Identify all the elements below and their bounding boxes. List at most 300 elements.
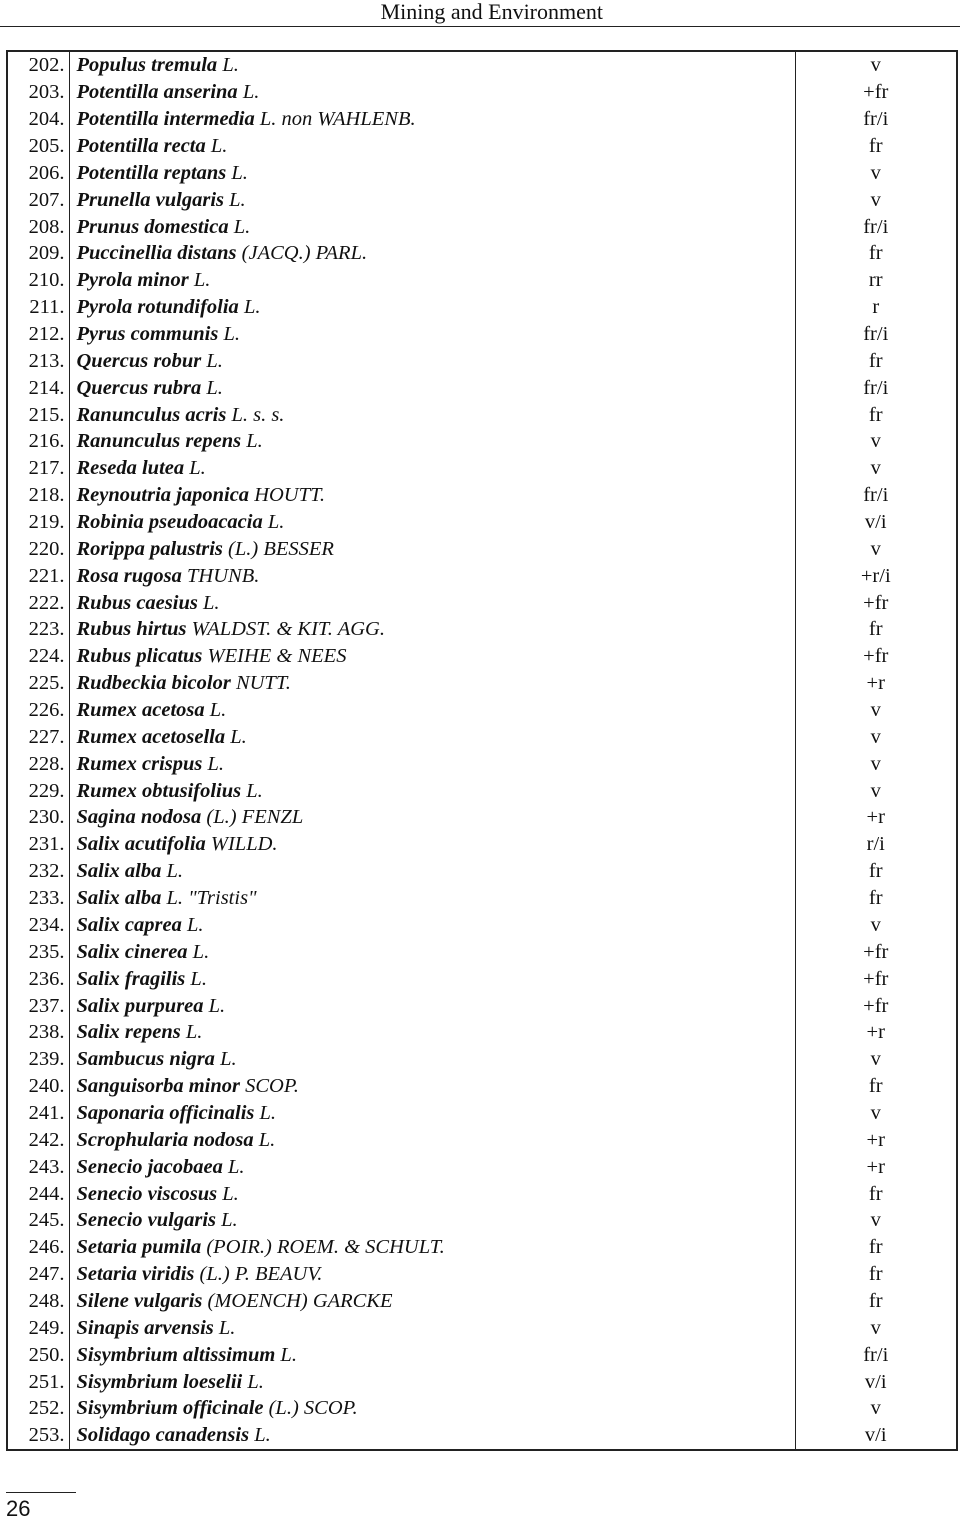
species-name: [69, 509, 795, 536]
species-name: [69, 401, 795, 428]
table-row: [7, 1180, 957, 1207]
status-code: v: [870, 725, 881, 748]
status-code: fr/i: [863, 376, 889, 399]
author-citation: L.: [206, 376, 223, 399]
author-citation: L.: [186, 913, 204, 936]
row-number: 214.: [7, 374, 69, 401]
table-row: [7, 1261, 957, 1288]
scientific-name: Rumex acetosa: [76, 699, 205, 722]
scientific-name: Ranunculus acris: [76, 403, 227, 426]
author-citation: L.: [206, 349, 223, 372]
table-row: [7, 562, 957, 589]
status-code: +r: [866, 1128, 885, 1151]
species-name: [69, 1019, 795, 1046]
row-number: 211.: [7, 294, 69, 321]
status-code: v: [870, 1209, 881, 1232]
status-code: fr: [868, 1182, 883, 1205]
footer-rule: [6, 1492, 76, 1493]
row-number: 208.: [7, 213, 69, 240]
table-row: [7, 133, 957, 160]
author-citation: L.: [233, 215, 251, 238]
species-name: [69, 106, 795, 133]
species-name: [69, 294, 795, 321]
scientific-name: Potentilla intermedia: [76, 108, 255, 131]
author-citation: (L.) P. BEAUV.: [199, 1263, 323, 1286]
species-name: [69, 1073, 795, 1100]
table-row: [7, 723, 957, 750]
author-citation: WEIHE & NEES: [207, 645, 347, 668]
table-row: [7, 1368, 957, 1395]
table-row: [7, 697, 957, 724]
species-name: [69, 1314, 795, 1341]
scientific-name: Sisymbrium officinale: [76, 1397, 264, 1420]
scientific-name: Salix repens: [76, 1021, 181, 1044]
species-name: [69, 347, 795, 374]
status-code: v: [870, 913, 881, 936]
status-code: fr/i: [863, 1343, 889, 1366]
table-row: [7, 1288, 957, 1315]
author-citation: SCOP.: [245, 1075, 299, 1098]
status-code: v: [870, 779, 881, 802]
row-number: 252.: [7, 1395, 69, 1422]
scientific-name: Rumex crispus: [76, 752, 203, 775]
scientific-name: Solidago canadensis: [76, 1424, 250, 1447]
species-name: [69, 938, 795, 965]
status-code: v: [870, 161, 881, 184]
status-code: r/i: [866, 833, 885, 856]
status-code: v: [870, 188, 881, 211]
author-citation: L.: [208, 994, 226, 1017]
table-row: [7, 51, 957, 79]
author-citation: L.: [259, 1101, 277, 1124]
status-code: +r: [866, 1155, 885, 1178]
author-citation: L.: [185, 1021, 203, 1044]
scientific-name: Sisymbrium altissimum: [76, 1343, 276, 1366]
row-number: 246.: [7, 1234, 69, 1261]
table-row: [7, 831, 957, 858]
status-code: v: [870, 537, 881, 560]
author-citation: L.: [243, 296, 261, 319]
row-number: 227.: [7, 723, 69, 750]
species-name: [69, 240, 795, 267]
scientific-name: Potentilla reptans: [76, 161, 227, 184]
table-row: [7, 1126, 957, 1153]
scientific-name: Sanguisorba minor: [76, 1075, 240, 1098]
row-number: 240.: [7, 1073, 69, 1100]
species-name: [69, 79, 795, 106]
author-citation: THUNB.: [187, 564, 260, 587]
scientific-name: Quercus robur: [76, 349, 202, 372]
row-number: 253.: [7, 1422, 69, 1450]
species-name: [69, 374, 795, 401]
author-citation: L.: [210, 135, 228, 157]
scientific-name: Prunus domestica: [76, 215, 229, 238]
table-row: [7, 106, 957, 133]
status-code: fr: [868, 1289, 883, 1312]
row-number: 226.: [7, 697, 69, 724]
scientific-name: Saponaria officinalis: [76, 1101, 255, 1124]
row-number: 249.: [7, 1314, 69, 1341]
table-row: [7, 401, 957, 428]
table-row: [7, 186, 957, 213]
scientific-name: Salix purpurea: [76, 994, 204, 1017]
scientific-name: Rumex acetosella: [76, 725, 226, 748]
scientific-name: Puccinellia distans: [76, 242, 237, 265]
table-row: [7, 750, 957, 777]
scientific-name: Rubus plicatus: [76, 645, 203, 668]
scientific-name: Salix caprea: [76, 913, 182, 936]
species-name: [69, 482, 795, 509]
scientific-name: Ranunculus repens: [76, 430, 242, 453]
status-code: +r: [866, 806, 885, 829]
author-citation: L.: [258, 1128, 276, 1151]
author-citation: L.: [166, 860, 184, 883]
species-name: [69, 670, 795, 697]
species-name: [69, 831, 795, 858]
author-citation: L. s. s.: [231, 403, 285, 426]
species-name: [69, 1288, 795, 1315]
table-row: [7, 267, 957, 294]
row-number: 231.: [7, 831, 69, 858]
scientific-name: Prunella vulgaris: [76, 188, 225, 211]
species-name: [69, 777, 795, 804]
table-row: [7, 616, 957, 643]
species-name: [69, 1046, 795, 1073]
status-code: +fr: [863, 591, 889, 614]
status-code: fr: [868, 1263, 883, 1286]
table-row: [7, 643, 957, 670]
row-number: 224.: [7, 643, 69, 670]
status-code: v/i: [864, 511, 887, 534]
author-citation: L.: [202, 591, 220, 614]
row-number: 223.: [7, 616, 69, 643]
row-number: 209.: [7, 240, 69, 267]
author-citation: L.: [193, 269, 211, 292]
species-name: [69, 643, 795, 670]
row-number: 222.: [7, 589, 69, 616]
table-row: [7, 885, 957, 912]
table-row: [7, 509, 957, 536]
scientific-name: Salix alba: [76, 887, 162, 910]
row-number: 228.: [7, 750, 69, 777]
author-citation: (L.) FENZL: [206, 806, 304, 829]
status-code: v: [870, 699, 881, 722]
status-code: v: [870, 1101, 881, 1124]
row-number: 245.: [7, 1207, 69, 1234]
status-code: r: [872, 296, 880, 319]
table-row: [7, 1073, 957, 1100]
species-name: [69, 1234, 795, 1261]
author-citation: WALDST. & KIT. AGG.: [191, 618, 385, 641]
species-name: [69, 562, 795, 589]
species-name: [69, 1100, 795, 1127]
status-code: fr: [868, 135, 883, 157]
status-code: fr: [868, 242, 883, 265]
row-number: 233.: [7, 885, 69, 912]
row-number: 204.: [7, 106, 69, 133]
species-name: [69, 1395, 795, 1422]
species-name: [69, 535, 795, 562]
status-code: fr/i: [863, 108, 889, 131]
species-name: [69, 1261, 795, 1288]
row-number: 213.: [7, 347, 69, 374]
species-name: [69, 321, 795, 348]
row-number: 207.: [7, 186, 69, 213]
row-number: 241.: [7, 1100, 69, 1127]
author-citation: L.: [227, 1155, 245, 1178]
scientific-name: Senecio vulgaris: [76, 1209, 217, 1232]
author-citation: L.: [267, 511, 285, 534]
species-name: [69, 133, 795, 160]
table-row: [7, 294, 957, 321]
row-number: 239.: [7, 1046, 69, 1073]
status-code: fr: [868, 349, 883, 372]
row-number: 203.: [7, 79, 69, 106]
scientific-name: Salix acutifolia: [76, 833, 206, 856]
scientific-name: Sagina nodosa: [76, 806, 202, 829]
status-code: +fr: [863, 994, 889, 1017]
status-code: fr: [868, 618, 883, 641]
table-row: [7, 777, 957, 804]
species-table: [6, 50, 958, 1451]
running-title: Mining and Environment: [380, 0, 603, 24]
status-code: fr: [868, 1236, 883, 1259]
author-citation: WILLD.: [210, 833, 278, 856]
author-citation: L.: [242, 81, 260, 104]
status-code: +r: [866, 1021, 885, 1044]
table-row: [7, 159, 957, 186]
scientific-name: Salix fragilis: [76, 967, 186, 990]
author-citation: L.: [223, 323, 240, 346]
author-citation: L.: [246, 430, 263, 453]
table-row: [7, 1341, 957, 1368]
scientific-name: Silene vulgaris: [76, 1289, 203, 1312]
author-citation: L.: [220, 1048, 237, 1071]
species-name: [69, 1368, 795, 1395]
table-row: [7, 1422, 957, 1450]
status-code: rr: [868, 269, 883, 292]
author-citation: L.: [221, 1209, 238, 1232]
table-row: [7, 535, 957, 562]
scientific-name: Sambucus nigra: [76, 1048, 215, 1071]
status-code: v/i: [864, 1370, 887, 1393]
author-citation: L.: [254, 1424, 271, 1447]
scientific-name: Rubus caesius: [76, 591, 198, 614]
species-name: [69, 1207, 795, 1234]
row-number: 232.: [7, 858, 69, 885]
row-number: 242.: [7, 1126, 69, 1153]
row-number: 251.: [7, 1368, 69, 1395]
row-number: 219.: [7, 509, 69, 536]
species-name: [69, 992, 795, 1019]
scientific-name: Potentilla recta: [76, 135, 206, 157]
author-citation: (JACQ.) PARL.: [241, 242, 368, 265]
row-number: 237.: [7, 992, 69, 1019]
scientific-name: Rosa rugosa: [76, 564, 182, 587]
status-code: v: [870, 1048, 881, 1071]
row-number: 250.: [7, 1341, 69, 1368]
scientific-name: Rumex obtusifolius: [76, 779, 242, 802]
author-citation: L.: [280, 1343, 297, 1366]
species-name: [69, 858, 795, 885]
status-code: +fr: [863, 967, 889, 990]
status-code: v/i: [864, 1424, 887, 1447]
status-code: fr: [868, 1075, 883, 1098]
species-name: [69, 159, 795, 186]
status-code: fr: [868, 860, 883, 883]
table-row: [7, 670, 957, 697]
species-name: [69, 965, 795, 992]
author-citation: L.: [209, 699, 227, 722]
scientific-name: Sisymbrium loeselii: [76, 1370, 243, 1393]
scientific-name: Sinapis arvensis: [76, 1316, 214, 1339]
status-code: fr: [868, 887, 883, 910]
scientific-name: Pyrus communis: [76, 323, 219, 346]
status-code: +fr: [863, 645, 889, 668]
species-name: [69, 267, 795, 294]
table-row: [7, 1207, 957, 1234]
status-code: v: [870, 430, 881, 453]
status-code: fr: [868, 403, 883, 426]
species-table-body: [7, 51, 957, 1450]
table-row: [7, 912, 957, 939]
status-code: v: [870, 54, 881, 77]
scientific-name: Setaria viridis: [76, 1263, 195, 1286]
status-code: +r: [866, 672, 885, 695]
scientific-name: Salix alba: [76, 860, 162, 883]
scientific-name: Senecio jacobaea: [76, 1155, 223, 1178]
author-citation: L. non WAHLENB.: [259, 108, 416, 131]
scientific-name: Reynoutria japonica: [76, 484, 250, 507]
row-number: 230.: [7, 804, 69, 831]
row-number: 235.: [7, 938, 69, 965]
species-name: [69, 428, 795, 455]
scientific-name: Populus tremula: [76, 54, 218, 77]
species-name: [69, 186, 795, 213]
row-number: 215.: [7, 401, 69, 428]
scientific-name: Rudbeckia bicolor: [76, 672, 231, 695]
author-citation: L.: [218, 1316, 236, 1339]
species-name: [69, 1153, 795, 1180]
table-row: [7, 992, 957, 1019]
row-number: 243.: [7, 1153, 69, 1180]
table-row: [7, 321, 957, 348]
table-row: [7, 240, 957, 267]
table-row: [7, 455, 957, 482]
species-name: [69, 455, 795, 482]
row-number: 220.: [7, 535, 69, 562]
scientific-name: Setaria pumila: [76, 1236, 202, 1259]
table-row: [7, 589, 957, 616]
table-row: [7, 374, 957, 401]
row-number: 238.: [7, 1019, 69, 1046]
row-number: 206.: [7, 159, 69, 186]
table-row: [7, 858, 957, 885]
row-number: 212.: [7, 321, 69, 348]
species-name: [69, 213, 795, 240]
status-code: fr/i: [863, 484, 889, 507]
table-row: [7, 428, 957, 455]
row-number: 225.: [7, 670, 69, 697]
row-number: 205.: [7, 133, 69, 160]
author-citation: (POIR.) ROEM. & SCHULT.: [206, 1236, 445, 1259]
species-name: [69, 616, 795, 643]
status-code: v: [870, 752, 881, 775]
table-row: [7, 1100, 957, 1127]
status-code: +r/i: [860, 564, 891, 587]
table-row: [7, 965, 957, 992]
species-name: [69, 885, 795, 912]
species-name: [69, 723, 795, 750]
header-rule: [0, 26, 960, 27]
species-name: [69, 1180, 795, 1207]
author-citation: L.: [222, 54, 239, 77]
author-citation: L.: [192, 940, 210, 963]
row-number: 216.: [7, 428, 69, 455]
status-code: fr/i: [863, 215, 889, 238]
row-number: 218.: [7, 482, 69, 509]
table-row: [7, 1019, 957, 1046]
status-code: fr/i: [863, 323, 889, 346]
scientific-name: Senecio viscosus: [76, 1182, 218, 1205]
scientific-name: Potentilla anserina: [76, 81, 238, 104]
scientific-name: Pyrola minor: [76, 269, 189, 292]
scientific-name: Rubus hirtus: [76, 618, 187, 641]
author-citation: HOUTT.: [254, 484, 326, 507]
species-name: [69, 1126, 795, 1153]
table-row: [7, 1395, 957, 1422]
row-number: 217.: [7, 455, 69, 482]
table-row: [7, 79, 957, 106]
row-number: 202.: [7, 51, 69, 79]
species-name: [69, 589, 795, 616]
author-citation: L. "Tristis": [166, 887, 257, 910]
species-name: [69, 51, 795, 79]
row-number: 236.: [7, 965, 69, 992]
row-number: 244.: [7, 1180, 69, 1207]
page-number: 26: [6, 1496, 31, 1521]
species-name: [69, 1341, 795, 1368]
row-number: 234.: [7, 912, 69, 939]
species-name: [69, 697, 795, 724]
row-number: 248.: [7, 1288, 69, 1315]
scientific-name: Salix cinerea: [76, 940, 188, 963]
author-citation: L.: [207, 752, 225, 775]
row-number: 210.: [7, 267, 69, 294]
scientific-name: Pyrola rotundifolia: [76, 296, 239, 319]
scientific-name: Rorippa palustris: [76, 537, 223, 560]
scientific-name: Scrophularia nodosa: [76, 1128, 254, 1151]
species-name: [69, 750, 795, 777]
row-number: 229.: [7, 777, 69, 804]
author-citation: L.: [189, 457, 206, 480]
table-row: [7, 1234, 957, 1261]
author-citation: L.: [190, 967, 207, 990]
status-code: v: [870, 457, 881, 480]
table-row: [7, 1314, 957, 1341]
status-code: v: [870, 1316, 881, 1339]
row-number: 247.: [7, 1261, 69, 1288]
author-citation: L.: [247, 1370, 264, 1393]
table-row: [7, 804, 957, 831]
table-row: [7, 1046, 957, 1073]
author-citation: (L.) SCOP.: [268, 1397, 358, 1420]
author-citation: L.: [222, 1182, 239, 1205]
page-header: [0, 0, 960, 28]
author-citation: L.: [229, 188, 246, 211]
author-citation: L.: [231, 161, 248, 184]
author-citation: NUTT.: [235, 672, 291, 695]
